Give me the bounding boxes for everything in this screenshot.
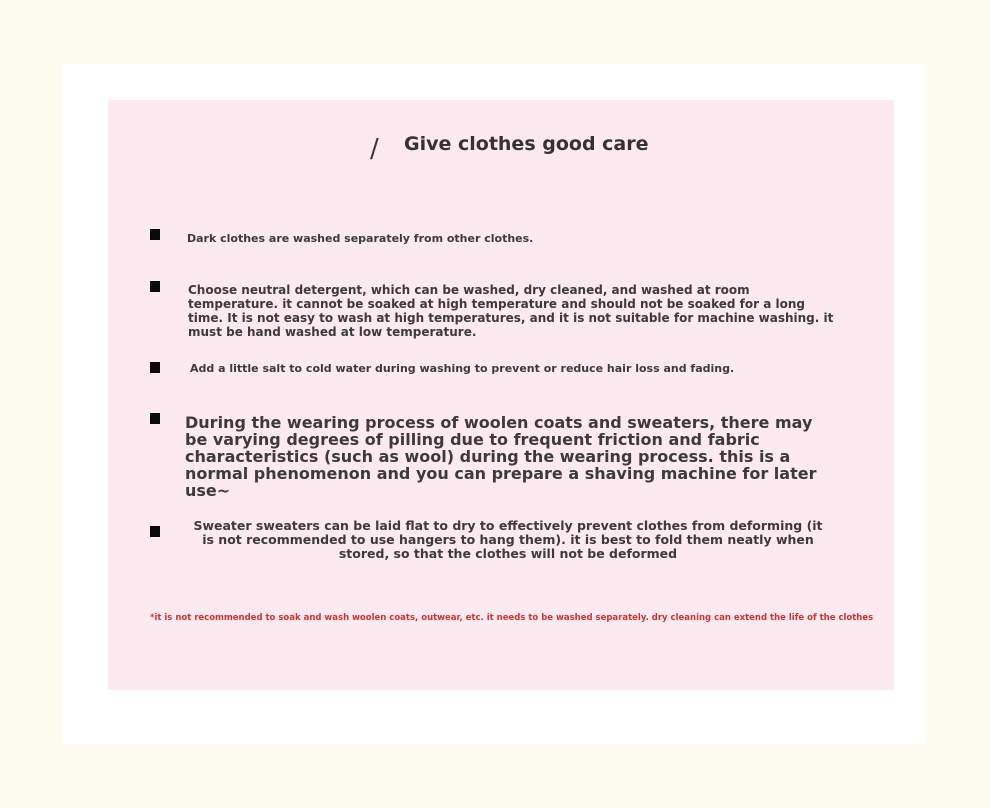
care-item-dark-clothes: Dark clothes are washed separately from other clothes. — [187, 232, 534, 245]
care-item-drying: Sweater sweaters can be laid flat to dry to effectively prevent clothes from deforming (it is not recommended to use hangers to hang them). it is best to fold them neatly when stored, so that the clothes will not be deformed — [193, 518, 823, 561]
care-panel — [108, 100, 894, 690]
page-title: Give clothes good care — [404, 133, 649, 155]
bullet-icon — [150, 413, 160, 424]
care-item-pilling: During the wearing process of woolen coats and sweaters, there may be varying degrees of pilling due to frequent friction and fabric characteristics (such as wool) during the wearing process. this is a normal phenomenon and you can prepare a shaving machine for later use~ — [185, 413, 817, 500]
bullet-icon — [150, 281, 160, 292]
bullet-icon — [150, 526, 160, 537]
care-item-salt: Add a little salt to cold water during washing to prevent or reduce hair loss and fading. — [190, 362, 735, 375]
bullet-icon — [150, 362, 160, 373]
title-slash: / — [370, 134, 379, 164]
care-item-detergent: Choose neutral detergent, which can be washed, dry cleaned, and washed at room temperature. it cannot be soaked at high temperature and should not be soaked for a long time. It is not easy to wash at high temperatures, and it is not suitable for machine washing. it must be hand washed at low temperature. — [188, 283, 834, 339]
care-note: *it is not recommended to soak and wash woolen coats, outwear, etc. it needs to be washed separately. dry cleaning can extend the life of the clothes — [150, 613, 874, 623]
bullet-icon — [150, 229, 160, 240]
